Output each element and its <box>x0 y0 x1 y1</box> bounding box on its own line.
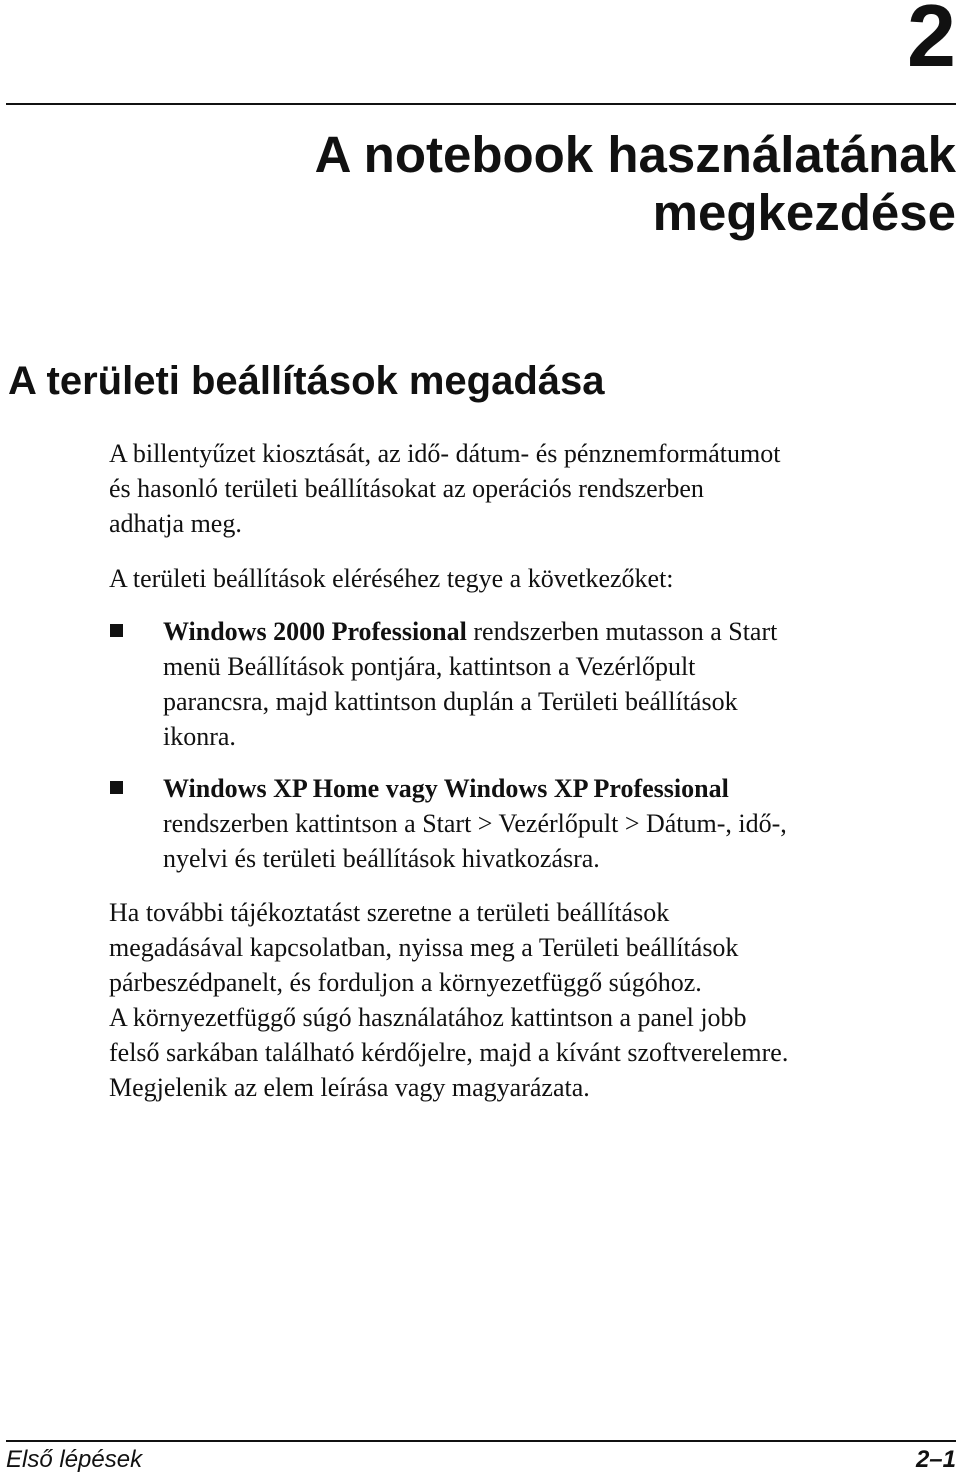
text-line: és hasonló területi beállításokat az operációs rendszerben <box>109 474 704 503</box>
text-run: rendszerben mutasson a Start <box>466 617 778 646</box>
chapter-title-line: A notebook használatának <box>314 126 956 183</box>
text-line: nyelvi és területi beállítások hivatkozásra. <box>163 844 600 873</box>
closing-paragraph <box>109 895 959 1105</box>
bullet-square-icon <box>110 781 123 794</box>
footer-book-title: Első lépések <box>6 1446 143 1473</box>
text-line: A területi beállítások eléréséhez tegye a következőket: <box>109 564 674 593</box>
bullet-square-icon <box>110 624 123 637</box>
text-line: adhatja meg. <box>109 509 242 538</box>
intro-paragraph <box>109 436 959 541</box>
text-line: A környezetfüggő súgó használatához kattintson a panel jobb <box>109 1003 747 1032</box>
text-line: rendszerben kattintson a Start > Vezérlőpult > Dátum-, idő-, <box>163 809 787 838</box>
chapter-divider <box>6 103 956 105</box>
text-line: Ha további tájékoztatást szeretne a területi beállítások <box>109 898 670 927</box>
os-name: Windows XP Home vagy Windows XP Professional <box>163 774 729 803</box>
footer-divider <box>6 1440 956 1442</box>
os-name: Windows 2000 Professional <box>163 617 467 646</box>
text-line: megadásával kapcsolatban, nyissa meg a Területi beállítások <box>109 933 739 962</box>
text-line: felső sarkában található kérdőjelre, majd a kívánt szoftverelemre. <box>109 1038 789 1067</box>
chapter-number: 2 <box>907 0 956 85</box>
footer-page-number: 2–1 <box>915 1446 956 1473</box>
text-line: A billentyűzet kiosztását, az idő- dátum- és pénznemformátumot <box>109 439 781 468</box>
text-line <box>163 614 959 649</box>
text-line <box>163 771 959 806</box>
text-line: párbeszédpanelt, és forduljon a környezetfüggő súgóhoz. <box>109 968 702 997</box>
list-item <box>109 771 959 876</box>
chapter-title <box>56 126 956 242</box>
text-line: parancsra, majd kattintson duplán a Területi beállítások <box>163 687 738 716</box>
chapter-title-line: megkezdése <box>652 184 956 241</box>
text-line: Megjelenik az elem leírása vagy magyarázata. <box>109 1073 590 1102</box>
text-line: menü Beállítások pontjára, kattintson a Vezérlőpult <box>163 652 696 681</box>
lead-paragraph <box>109 561 959 596</box>
list-item <box>109 614 959 754</box>
text-line: ikonra. <box>163 722 236 751</box>
instruction-list <box>109 614 959 876</box>
section-heading: A területi beállítások megadása <box>8 359 605 403</box>
